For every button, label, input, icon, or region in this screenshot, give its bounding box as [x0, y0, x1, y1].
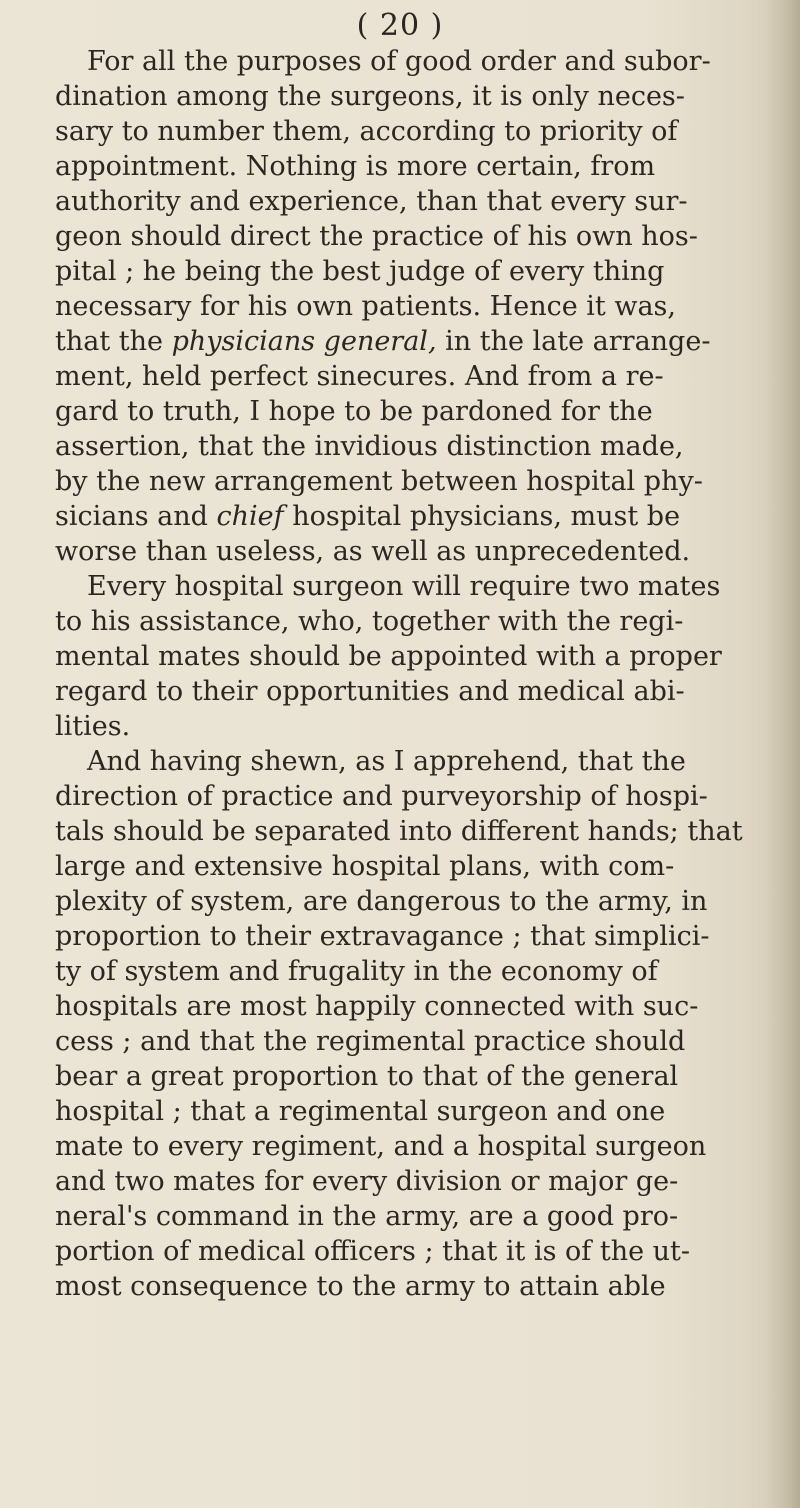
text-line	[55, 219, 770, 254]
line-text: assertion, that the invidious distinction made,	[55, 431, 684, 462]
line-text: dination among the surgeons, it is only neces-	[55, 81, 685, 112]
line-text: necessary for his own patients. Hence it was,	[55, 291, 676, 322]
text-line	[55, 289, 770, 324]
line-text-pre: sicians and	[55, 501, 217, 532]
page-number: ( 20 )	[356, 8, 444, 43]
line-text: bear a great proportion to that of the general	[55, 1061, 679, 1092]
line-text: worse than useless, as well as unprecedented.	[55, 536, 691, 567]
line-text: geon should direct the practice of his own hos-	[55, 221, 698, 252]
line-text: portion of medical officers ; that it is of the ut-	[55, 1236, 691, 1267]
text-line	[55, 884, 770, 919]
line-text: lities.	[55, 711, 131, 742]
line-text-post: in the late arrange-	[436, 326, 711, 357]
line-text: appointment. Nothing is more certain, from	[55, 151, 656, 182]
text-line	[55, 184, 770, 219]
line-text: direction of practice and purveyorship of hospi-	[55, 781, 708, 812]
line-text: gard to truth, I hope to be pardoned for the	[55, 396, 653, 427]
text-line	[55, 604, 770, 639]
text-line	[55, 1129, 770, 1164]
line-text: regard to their opportunities and medical abi-	[55, 676, 685, 707]
italic-phrase: physicians general,	[171, 326, 437, 357]
text-line	[55, 499, 770, 534]
text-line	[55, 359, 770, 394]
text-line	[55, 1024, 770, 1059]
text-line	[55, 989, 770, 1024]
line-text: ty of system and frugality in the economy of	[55, 956, 658, 987]
text-line	[55, 324, 770, 359]
text-line	[55, 569, 770, 604]
line-text: Every hospital surgeon will require two mates	[87, 571, 721, 602]
body-text	[55, 44, 770, 1304]
text-line	[55, 919, 770, 954]
text-line	[55, 429, 770, 464]
line-text: sary to number them, according to priority of	[55, 116, 678, 147]
line-text: pital ; he being the best judge of every thing	[55, 256, 665, 287]
text-line	[55, 464, 770, 499]
text-line	[55, 709, 770, 744]
line-text: For all the purposes of good order and subor-	[87, 46, 711, 77]
line-text: authority and experience, than that every sur-	[55, 186, 688, 217]
line-text: tals should be separated into different hands; that	[55, 816, 743, 847]
text-line	[55, 744, 770, 779]
line-text: hospital ; that a regimental surgeon and one	[55, 1096, 666, 1127]
text-line	[55, 1234, 770, 1269]
text-line	[55, 149, 770, 184]
text-line	[55, 1269, 770, 1304]
text-line	[55, 674, 770, 709]
line-text-post: hospital physicians, must be	[283, 501, 681, 532]
line-text: ment, held perfect sinecures. And from a re-	[55, 361, 664, 392]
line-text: And having shewn, as I apprehend, that the	[87, 746, 686, 777]
text-line	[55, 849, 770, 884]
text-line	[55, 814, 770, 849]
text-line	[55, 44, 770, 79]
line-text: neral's command in the army, are a good pro-	[55, 1201, 679, 1232]
text-line	[55, 534, 770, 569]
text-line	[55, 1059, 770, 1094]
text-line	[55, 79, 770, 114]
line-text: hospitals are most happily connected with suc-	[55, 991, 699, 1022]
line-text: by the new arrangement between hospital phy-	[55, 466, 703, 497]
line-text: large and extensive hospital plans, with com-	[55, 851, 675, 882]
line-text: to his assistance, who, together with the regi-	[55, 606, 684, 637]
line-text: cess ; and that the regimental practice should	[55, 1026, 686, 1057]
page-edge-shadow	[766, 0, 800, 1508]
text-line	[55, 1094, 770, 1129]
text-line	[55, 1164, 770, 1199]
italic-phrase: chief	[216, 501, 284, 532]
line-text: most consequence to the army to attain able	[55, 1271, 666, 1302]
text-line	[55, 394, 770, 429]
line-text: plexity of system, are dangerous to the army, in	[55, 886, 708, 917]
text-line	[55, 779, 770, 814]
text-line	[55, 954, 770, 989]
line-text: mate to every regiment, and a hospital surgeon	[55, 1131, 707, 1162]
text-line	[55, 639, 770, 674]
text-line	[55, 114, 770, 149]
line-text-pre: that the	[55, 326, 172, 357]
line-text: proportion to their extravagance ; that simplici-	[55, 921, 710, 952]
text-line	[55, 1199, 770, 1234]
line-text: and two mates for every division or major ge-	[55, 1166, 679, 1197]
text-line	[55, 254, 770, 289]
line-text: mental mates should be appointed with a proper	[55, 641, 722, 672]
